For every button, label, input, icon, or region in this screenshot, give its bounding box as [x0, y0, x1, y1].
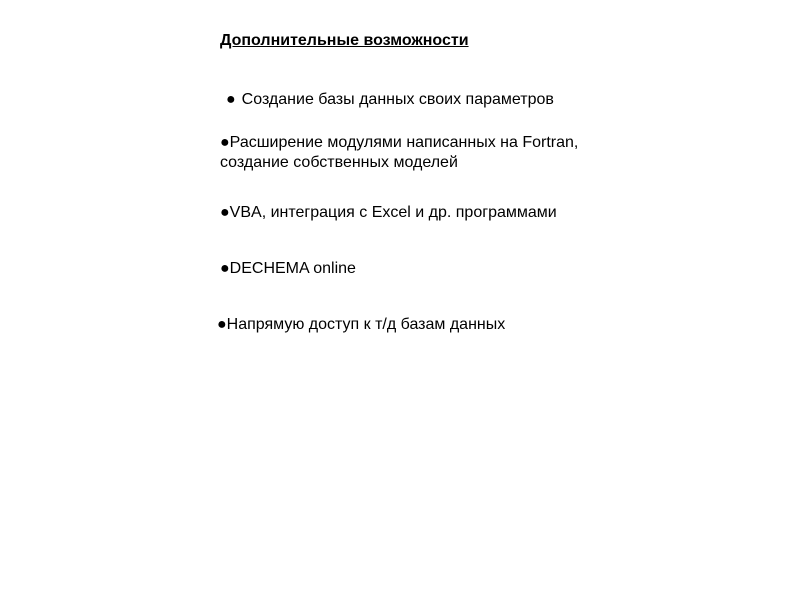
bullet-line	[220, 203, 557, 223]
bullet-line	[220, 259, 356, 279]
bullet-text: Создание базы данных своих параметров	[241, 91, 554, 108]
bullet-item-vba-excel	[220, 203, 557, 223]
bullet-item-td-database-access	[217, 315, 505, 335]
bullet-text: Расширение модулями написанных на Fortran,	[229, 134, 579, 151]
slide-title: Дополнительные возможности	[220, 32, 469, 49]
bullet-icon: ●	[217, 316, 227, 333]
bullet-text-continuation: создание собственных моделей	[220, 154, 458, 171]
bullet-item-fortran-modules	[220, 133, 578, 173]
bullet-item-dechema-online	[220, 259, 356, 279]
bullet-icon: ●	[220, 204, 230, 221]
bullet-icon: ●	[220, 260, 230, 277]
bullet-text: VBA, интеграция с Excel и др. программами	[229, 204, 557, 221]
bullet-line	[217, 315, 505, 335]
bullet-icon: ●	[226, 91, 236, 108]
bullet-text: Напрямую доступ к т/д базам данных	[226, 316, 506, 333]
bullet-line	[226, 90, 554, 110]
bullet-item-parameter-database	[226, 90, 554, 110]
bullet-line	[220, 133, 578, 153]
bullet-icon: ●	[220, 134, 230, 151]
bullet-text: DECHEMA online	[229, 260, 356, 277]
